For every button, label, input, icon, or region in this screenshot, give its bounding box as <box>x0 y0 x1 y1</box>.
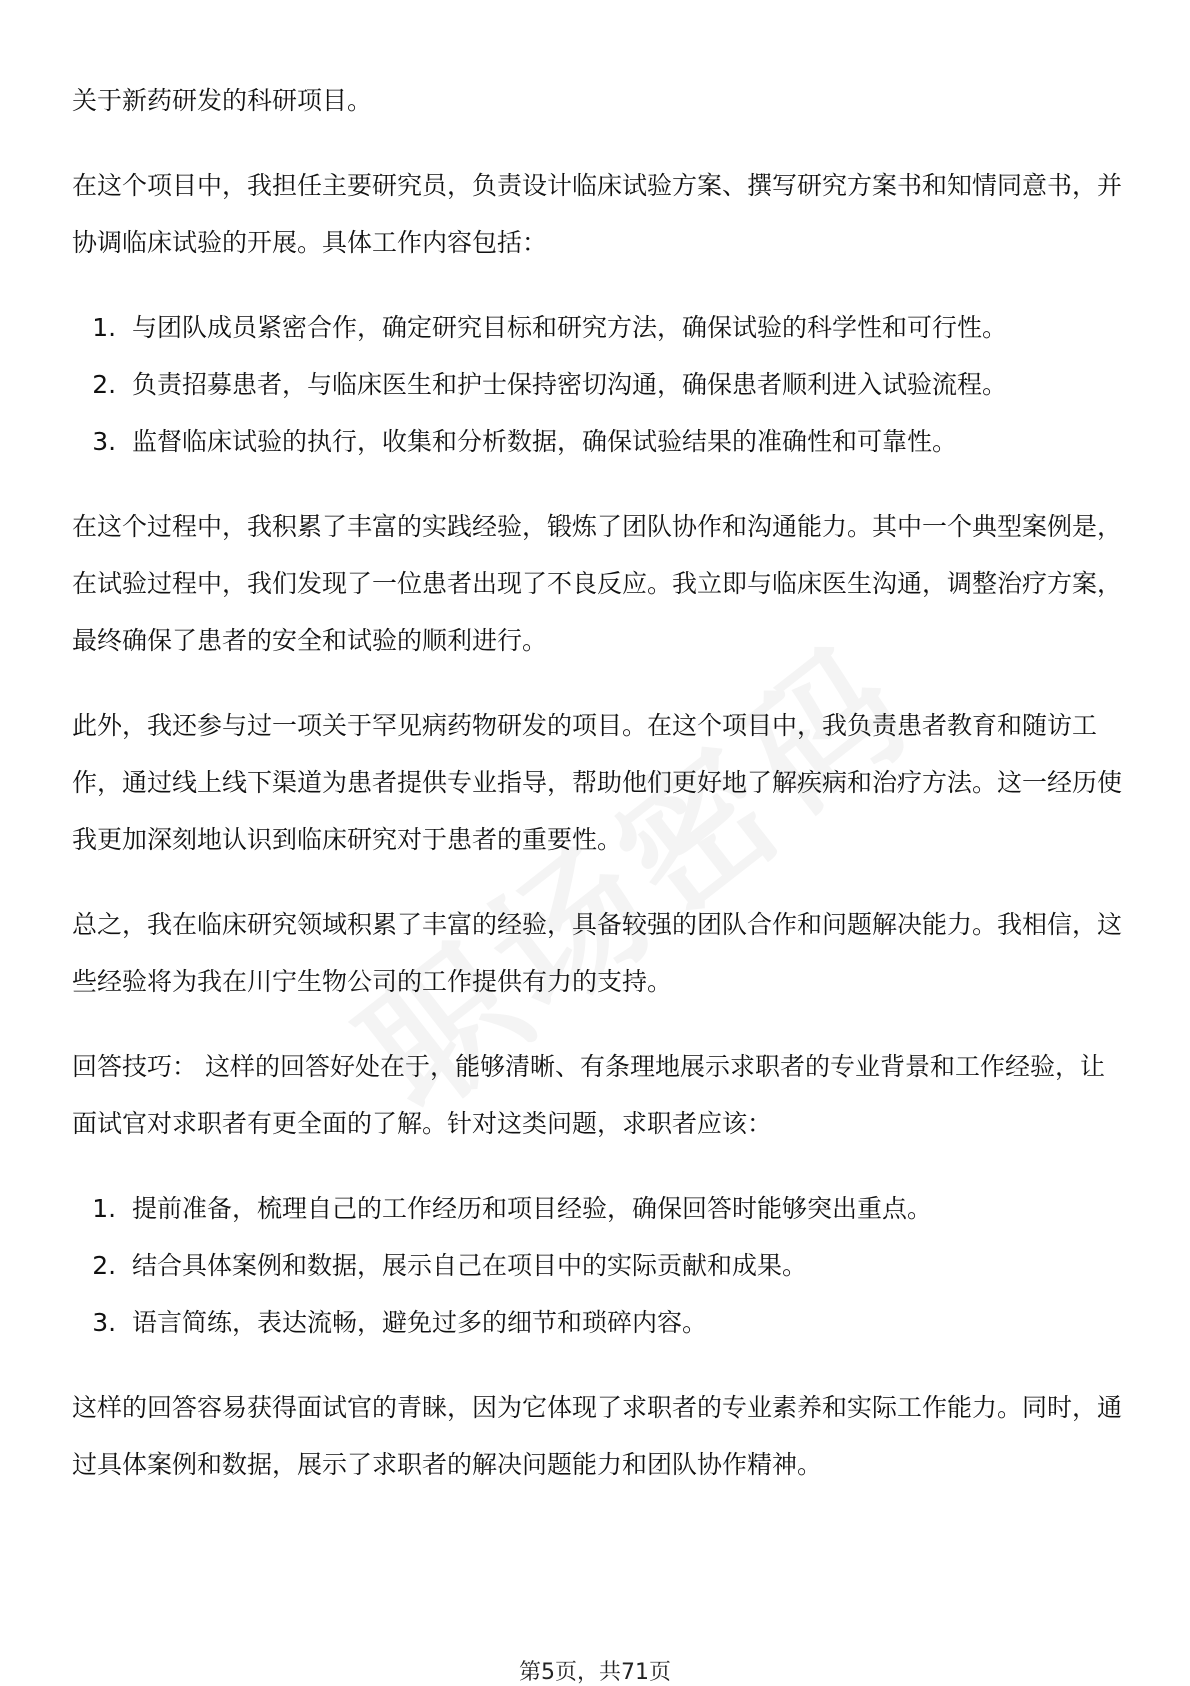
work-list <box>72 299 1122 470</box>
paragraph-summary: 总之，我在临床研究领域积累了丰富的经验，具备较强的团队合作和问题解决能力。我相信，这些经验将为我在川宁生物公司的工作提供有力的支持。 <box>72 910 1123 996</box>
document-body <box>72 72 1122 1521</box>
list-item: 2. 结合具体案例和数据，展示自己在项目中的实际贡献和成果。 <box>124 1237 1122 1294</box>
list-item: 3. 语言简练，表达流畅，避免过多的细节和琐碎内容。 <box>124 1294 1122 1351</box>
list-item: 1. 与团队成员紧密合作，确定研究目标和研究方法，确保试验的科学性和可行性。 <box>124 299 1122 356</box>
list-item: 3. 监督临床试验的执行，收集和分析数据，确保试验结果的准确性和可靠性。 <box>124 413 1122 470</box>
paragraph-rare-disease: 此外，我还参与过一项关于罕见病药物研发的项目。在这个项目中，我负责患者教育和随访工作，通过线上线下渠道为患者提供专业指导，帮助他们更好地了解疾病和治疗方法。这一经历使我更加深刻地认识到临床研究对于患者的重要性。 <box>72 711 1123 854</box>
list-item: 2. 负责招募患者，与临床医生和护士保持密切沟通，确保患者顺利进入试验流程。 <box>124 356 1122 413</box>
page-number: 第5页，共71页 <box>519 1660 671 1685</box>
list-item: 1. 提前准备，梳理自己的工作经历和项目经验，确保回答时能够突出重点。 <box>124 1180 1122 1237</box>
paragraph-experience: 在这个过程中，我积累了丰富的实践经验，锻炼了团队协作和沟通能力。其中一个典型案例是，在试验过程中，我们发现了一位患者出现了不良反应。我立即与临床医生沟通，调整治疗方案，最终确保了患者的安全和试验的顺利进行。 <box>72 512 1123 655</box>
paragraph-tips: 回答技巧： 这样的回答好处在于，能够清晰、有条理地展示求职者的专业背景和工作经验，让面试官对求职者有更全面的了解。针对这类问题，求职者应该： <box>72 1052 1105 1138</box>
paragraph-role: 在这个项目中，我担任主要研究员，负责设计临床试验方案、撰写研究方案书和知情同意书，并协调临床试验的开展。具体工作内容包括： <box>72 171 1123 257</box>
tips-list <box>72 1180 1122 1351</box>
paragraph-conclusion: 这样的回答容易获得面试官的青睐，因为它体现了求职者的专业素养和实际工作能力。同时，通过具体案例和数据，展示了求职者的解决问题能力和团队协作精神。 <box>72 1393 1123 1479</box>
paragraph-intro: 关于新药研发的科研项目。 <box>72 86 373 115</box>
